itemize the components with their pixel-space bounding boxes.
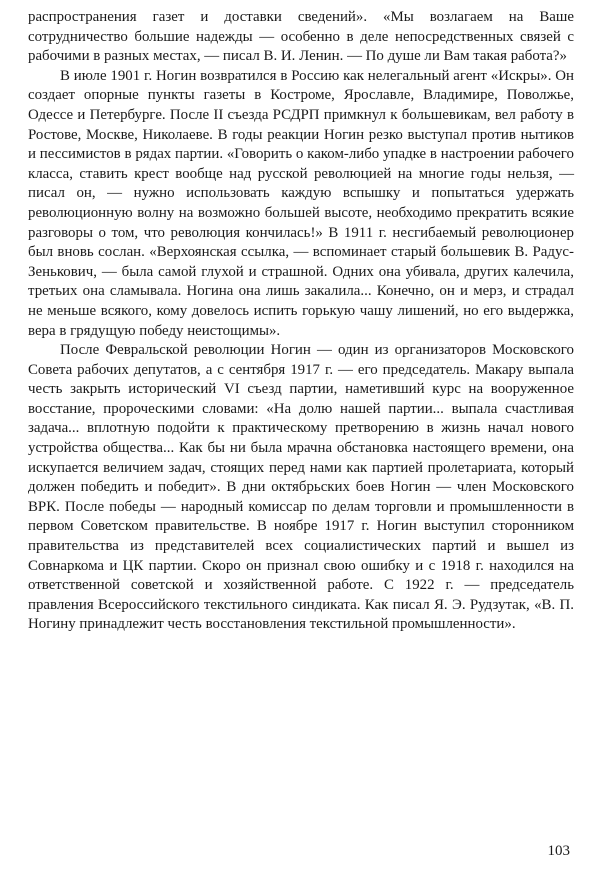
page-number: 103	[547, 843, 570, 859]
paragraph-february-revolution: После Февральской революции Ногин — один из организаторов Московского Совета рабочих депутатов, а с сентября 1917 г. — его председатель. Макару выпала честь закрыть исторический VI съезд партии, наметивший курс на вооруженное восстание, пророческими словами: «На долю нашей партии... выпала счастливая задача... вплотную подойти к практическому претворению в жизнь начал нового устройства общества... Как бы ни была мрачна обстановка настоящего времени, она искупается величием задач, стоящих перед нами как партией пролетариата, который должен победить и победит». В дни октябрьских боев Ногин — член Московского ВРК. После победы — народный комиссар по делам торговли и промышленности в первом Советском правительстве. В ноябре 1917 г. Ногин выступил сторонником правительства из представителей всех социалистических партий и вышел из Совнаркома и ЦК партии. Скоро он признал свою ошибку и с 1918 г. находился на ответственной советской и хозяйственной работе. С 1922 г. — председатель правления Всероссийского текстильного синдиката. Как писал Я. Э. Рудзутак, «В. П. Ногину принадлежит честь восстановления текстильной промышленности».	[28, 342, 574, 633]
paragraph-continuation: распространения газет и доставки сведений». «Мы возлагаем на Ваше сотрудничество большие надежды — особенно в деле непосредственных связей с рабочими в разных местах, — писал В. И. Ленин. — По душе ли Вам такая работа?»	[28, 9, 574, 65]
page-body	[28, 8, 574, 635]
paragraph-1901-return: В июле 1901 г. Ногин возвратился в Россию как нелегальный агент «Искры». Он создает опорные пункты газеты в Костроме, Ярославле, Владимире, Поволжье, Одессе и Петербурге. После II съезда РСДРП примкнул к большевикам, вел работу в Ростове, Москве, Николаеве. В годы реакции Ногин резко выступал против нытиков и пессимистов в рядах партии. «Говорить о каком-либо упадке в настроении рабочего класса, ставить крест вообще над русской революцией на многие годы нельзя, — писал он, — нужно использовать каждую вспышку и попытаться удержать революционную волну на возможно большей высоте, необходимо прекратить всякие разговоры о том, что революция кончилась!» В 1911 г. несгибаемый революционер был вновь сослан. «Верхоянская ссылка, — вспоминает старый большевик В. Радус-Зенькович, — была самой глухой и страшной. Одних она убивала, других калечила, третьих она сламывала. Ногина она лишь закалила... Конечно, он и мерз, и страдал не меньше всякого, кому довелось испить горькую чашу лишений, но его выдержка, вера в грядущую победу неистощимы».	[28, 67, 574, 339]
